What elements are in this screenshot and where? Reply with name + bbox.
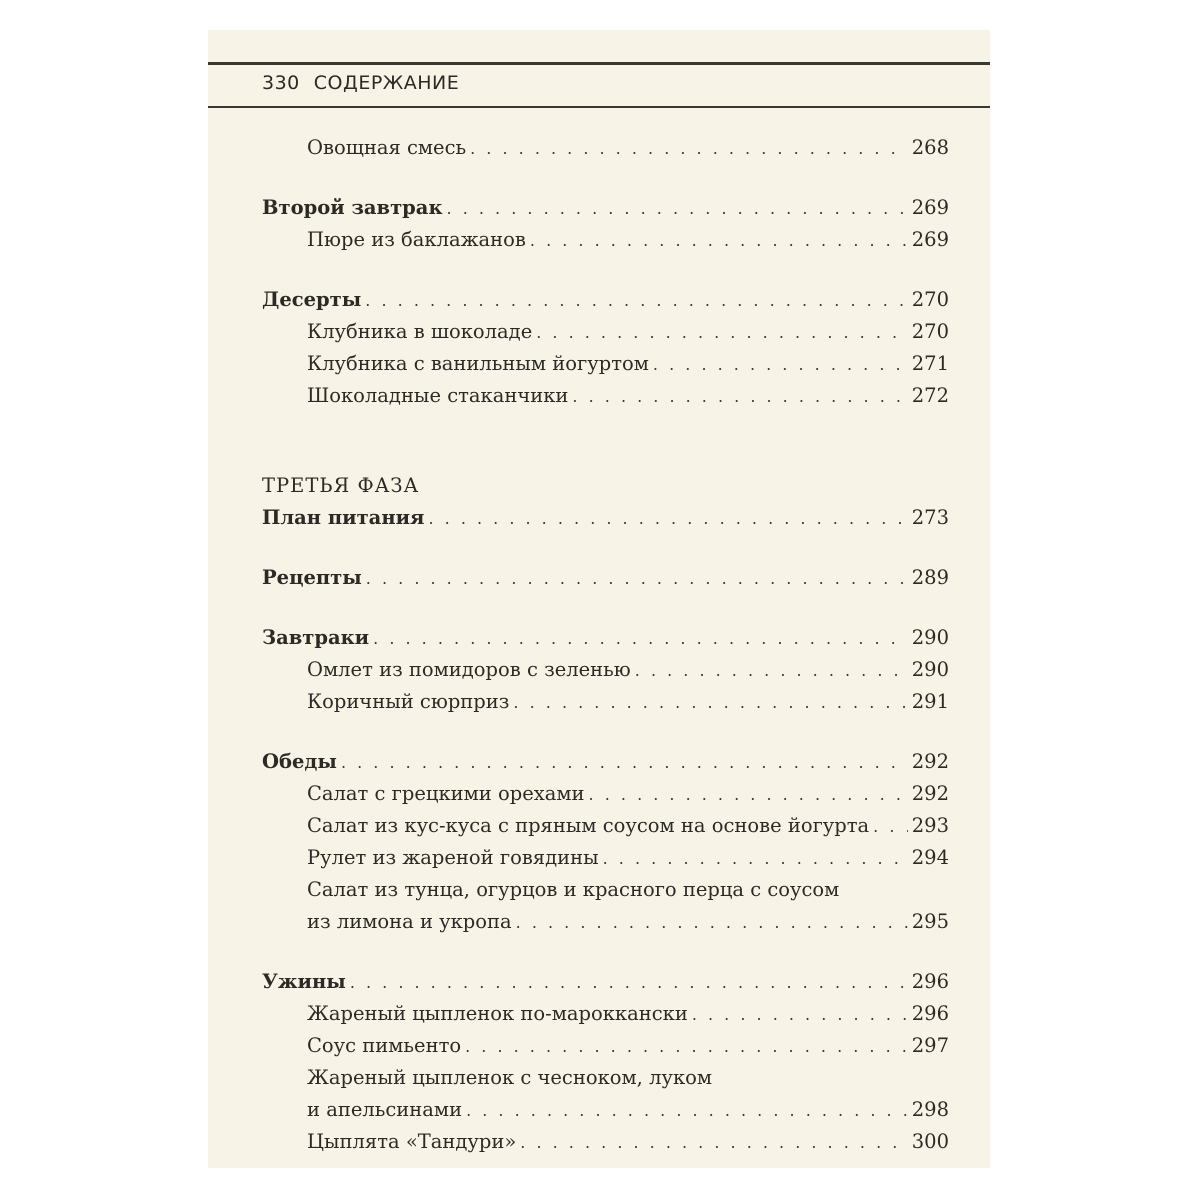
entry-page-number: 293 [911,814,949,837]
entry-page-number: 294 [911,846,949,869]
entry-label: Клубника с ванильным йогуртом [307,352,649,375]
dot-leader [572,381,907,413]
toc-heading-entry [262,562,949,594]
toc-group-phase-three [262,502,949,1158]
entry-label: Рулет из жареной говядины [307,846,599,869]
toc-entry [262,778,949,810]
entry-gap [262,718,949,746]
toc-heading-entry [262,622,949,654]
header-rule-bottom [208,106,990,108]
entry-gap [262,594,949,622]
dot-leader [470,133,908,165]
entry-page-number: 291 [911,690,949,713]
entry-page-number: 270 [911,320,949,343]
toc-entry [262,348,949,380]
toc-entry [262,132,949,164]
entry-label: из лимона и укропа [307,910,512,933]
entry-label: Пюре из баклажанов [307,228,526,251]
entry-page-number: 292 [911,782,949,805]
entry-label: Коричный сюрприз [307,690,510,713]
dot-leader [516,907,908,939]
dot-leader [653,349,908,381]
entry-label: Жареный цыпленок с чесноком, луком [307,1066,713,1089]
toc-heading-entry [262,192,949,224]
toc-entry [262,224,949,256]
entry-page-number: 295 [911,910,949,933]
entry-page-number: 292 [911,750,949,773]
dot-leader [530,225,908,257]
entry-page-number: 269 [911,228,949,251]
section-title: ТРЕТЬЯ ФАЗА [262,474,420,497]
toc-entry [262,906,949,938]
entry-label: Десерты [262,288,362,311]
entry-gap [262,938,949,966]
toc-entry [262,1094,949,1126]
book-page [208,30,990,1168]
entry-page-number: 290 [911,658,949,681]
header-text [262,72,459,94]
entry-label: и апельсинами [307,1098,463,1121]
header-rule-top [208,62,990,65]
entry-page-number: 298 [911,1098,949,1121]
toc-entry [262,842,949,874]
entry-page-number: 296 [911,1002,949,1025]
dot-leader [513,687,907,719]
entry-label: Ужины [262,970,346,993]
toc-heading-entry [262,966,949,998]
toc-entry [262,1126,949,1158]
toc-entry [262,998,949,1030]
entry-label: Салат с грецкими орехами [307,782,585,805]
dot-leader [466,1095,908,1127]
dot-leader [873,811,908,843]
entry-label: Салат из тунца, огурцов и красного перца с соусом [307,878,840,901]
entry-label: Завтраки [262,626,370,649]
entry-gap [262,164,949,192]
dot-leader [635,655,908,687]
toc-entry [262,686,949,718]
toc-entry [262,654,949,686]
entry-page-number: 271 [911,352,949,375]
entry-page-number: 289 [911,566,949,589]
entry-page-number: 268 [911,136,949,159]
entry-label: Рецепты [262,566,362,589]
entry-label: Второй завтрак [262,196,443,219]
entry-page-number: 297 [911,1034,949,1057]
dot-leader [350,967,908,999]
running-header [208,46,990,112]
table-of-contents [262,132,949,1158]
toc-heading-entry [262,284,949,316]
dot-leader [365,285,907,317]
entry-gap [262,534,949,562]
section-gap [262,412,949,470]
entry-label: План питания [262,506,425,529]
toc-entry [262,380,949,412]
entry-page-number: 269 [911,196,949,219]
toc-entry [262,1062,949,1094]
entry-label: Салат из кус-куса с пряным соусом на основе йогурта [307,814,870,837]
entry-gap [262,256,949,284]
entry-label: Соус пимьенто [307,1034,462,1057]
dot-leader [536,317,908,349]
entry-page-number: 272 [911,384,949,407]
dot-leader [465,1031,908,1063]
toc-heading-entry [262,502,949,534]
dot-leader [589,779,908,811]
entry-label: Овощная смесь [307,136,467,159]
entry-page-number: 273 [911,506,949,529]
entry-label: Обеды [262,750,337,773]
toc-group-phase-two-end [262,132,949,412]
dot-leader [341,747,908,779]
entry-page-number: 290 [911,626,949,649]
dot-leader [366,563,908,595]
entry-label: Цыплята «Тандури» [307,1130,517,1153]
toc-heading-entry [262,746,949,778]
entry-label: Жареный цыпленок по-мароккански [307,1002,688,1025]
page-number: 330 [262,72,300,94]
entry-label: Клубника в шоколаде [307,320,533,343]
toc-entry [262,874,949,906]
entry-page-number: 296 [911,970,949,993]
toc-entry [262,810,949,842]
entry-page-number: 270 [911,288,949,311]
dot-leader [692,999,908,1031]
toc-entry [262,1030,949,1062]
dot-leader [447,193,908,225]
entry-page-number: 300 [911,1130,949,1153]
dot-leader [428,503,907,535]
entry-label: Шоколадные стаканчики [307,384,569,407]
dot-leader [603,843,908,875]
running-title: СОДЕРЖАНИЕ [313,72,460,94]
entry-label: Омлет из помидоров с зеленью [307,658,631,681]
dot-leader [373,623,908,655]
toc-entry [262,316,949,348]
dot-leader [520,1127,907,1159]
